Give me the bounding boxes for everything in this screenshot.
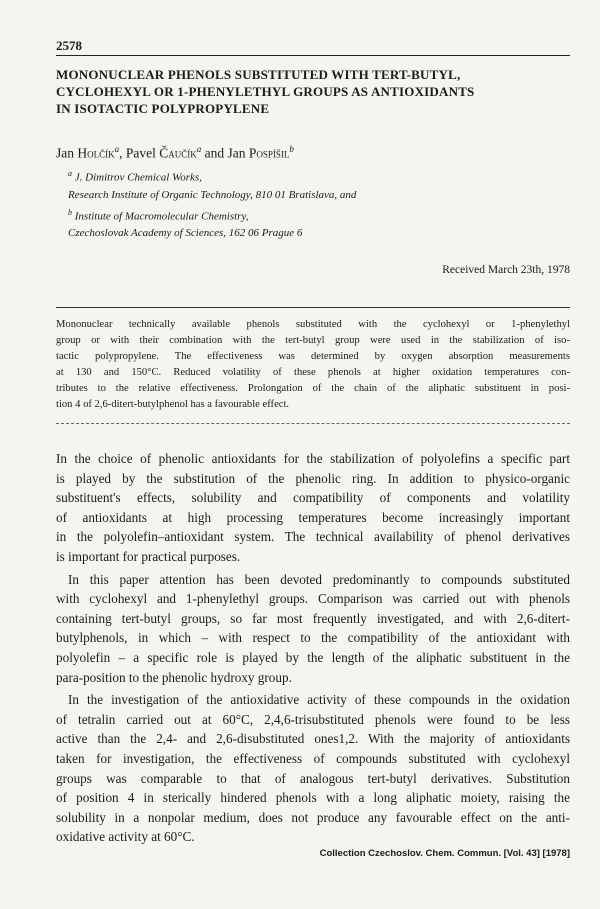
abstract-line: at 130 and 150°C. Reduced volatility of these phenols at higher oxidation temperatures con-: [56, 367, 570, 378]
page-number: 2578: [56, 38, 82, 53]
title-line: MONONUCLEAR PHENOLS SUBSTITUTED WITH TERT-BUTYL,: [56, 67, 461, 82]
author-list: [56, 144, 294, 162]
text-line: In the investigation of the antioxidative activity of these compounds in the oxidation: [68, 692, 570, 708]
affiliation-mark: b: [289, 144, 294, 154]
header-rule: [56, 55, 570, 56]
author-separator: and: [201, 145, 228, 161]
abstract-line: tactic polypropylene. The effectiveness was determined by oxygen absorption measurements: [56, 351, 570, 362]
abstract-line: Mononuclear technically available phenols substituted with the cyclohexyl or 1-phenylethyl: [56, 319, 570, 330]
author-separator: ,: [119, 145, 126, 161]
affiliation-text: Czechoslovak Academy of Sciences, 162 06 Prague 6: [68, 227, 303, 240]
text-line: substituent's effects, solubility and compatibility of components and volatility: [56, 490, 570, 506]
affiliation-mark: a: [68, 169, 72, 178]
author-first-name: Pavel: [125, 145, 156, 161]
affiliation-mark: a: [196, 144, 202, 154]
abstract-bottom-rule: [56, 423, 570, 424]
affiliation-line: [68, 225, 356, 242]
affiliation-text: Research Institute of Organic Technology, 810 01 Bratislava, and: [68, 188, 357, 201]
affiliation-text: J. Dimitrov Chemical Works,: [74, 171, 202, 184]
text-line: is played by the substitution of the phenolic ring. In addition to physico-organic: [56, 470, 570, 486]
text-line: with cyclohexyl and 1-phenylethyl groups. Comparison was carried out with phenols: [56, 591, 570, 607]
text-line: containing tert-butyl groups, so far most frequently investigated, and with 2,6-ditert-: [56, 610, 570, 626]
text-line: active than the 2,4- and 2,6-disubstituted ones1,2. With the majority of antioxidants: [56, 731, 570, 747]
text-line: of antioxidants at high processing temperatures become increasingly important: [56, 509, 570, 525]
affiliation-line: [68, 204, 356, 226]
article-title: [56, 66, 570, 117]
affiliation-text: Institute of Macromolecular Chemistry,: [74, 210, 249, 223]
text-line: In this paper attention has been devoted predominantly to compounds substituted: [68, 571, 570, 587]
affiliation-line: [68, 165, 356, 187]
text-line: solubility in a nonpolar medium, does not produce any favourable effect on the anti-: [56, 809, 570, 825]
paragraph: [56, 690, 570, 847]
author-last-name: Čaučík: [159, 145, 197, 161]
text-line: of tetralin carried out at 60°C, 2,4,6-trisubstituted phenols were found to be less: [56, 711, 570, 727]
text-line: para-position to the phenolic hydroxy group.: [56, 669, 292, 685]
paragraph: [56, 449, 570, 567]
author-last-name: Pospíšil: [248, 145, 290, 161]
abstract-line: tributes to the relative effectiveness. Prolongation of the chain of the aliphatic substituent in posi-: [56, 383, 570, 394]
paragraph: [56, 570, 570, 688]
text-line: in the polyolefin–antioxidant system. The technical availability of phenol derivatives: [56, 529, 570, 545]
author-first-name: Jan: [56, 145, 74, 161]
body-text: [56, 449, 570, 847]
text-line: oxidative activity at 60°C.: [56, 829, 195, 845]
abstract-line: group or with their combination with the tert-butyl group were used in the stabilization of iso-: [56, 335, 570, 346]
title-line: IN ISOTACTIC POLYPROPYLENE: [56, 101, 270, 116]
text-line: taken for investigation, the effectiveness of compounds substituted with cyclohexyl: [56, 750, 570, 766]
affiliation-line: [68, 187, 356, 204]
author-last-name: Holčík: [77, 145, 115, 161]
text-line: is important for practical purposes.: [56, 548, 241, 564]
received-date: Received March 23th, 1978: [442, 264, 570, 276]
title-line: CYCLOHEXYL OR 1-PHENYLETHYL GROUPS AS ANTIOXIDANTS: [56, 84, 475, 99]
affiliation-mark: a: [114, 144, 120, 154]
affiliation-mark: b: [68, 207, 72, 217]
text-line: polyolefin – a specific role is played by the length of the aliphatic substituent in the: [56, 649, 570, 665]
abstract-top-rule: [56, 307, 570, 308]
affiliations: [68, 165, 356, 242]
text-line: groups was comparable to that of analogous tert-butyl derivatives. Substitution: [56, 770, 570, 786]
author-first-name: Jan: [227, 145, 246, 161]
text-line: In the choice of phenolic antioxidants for the stabilization of polyolefins a specific part: [56, 451, 570, 466]
text-line: butylphenols, in which – with respect to the compatibility of the antioxidant with: [56, 630, 570, 646]
abstract: [56, 317, 570, 413]
journal-footer: Collection Czechoslov. Chem. Commun. [Vol. 43] [1978]: [319, 848, 570, 859]
text-line: of position 4 in sterically hindered phenols with a long aliphatic moiety, raising the: [56, 790, 570, 806]
abstract-line: tion 4 of 2,6-ditert-butylphenol has a favourable effect.: [56, 399, 290, 410]
